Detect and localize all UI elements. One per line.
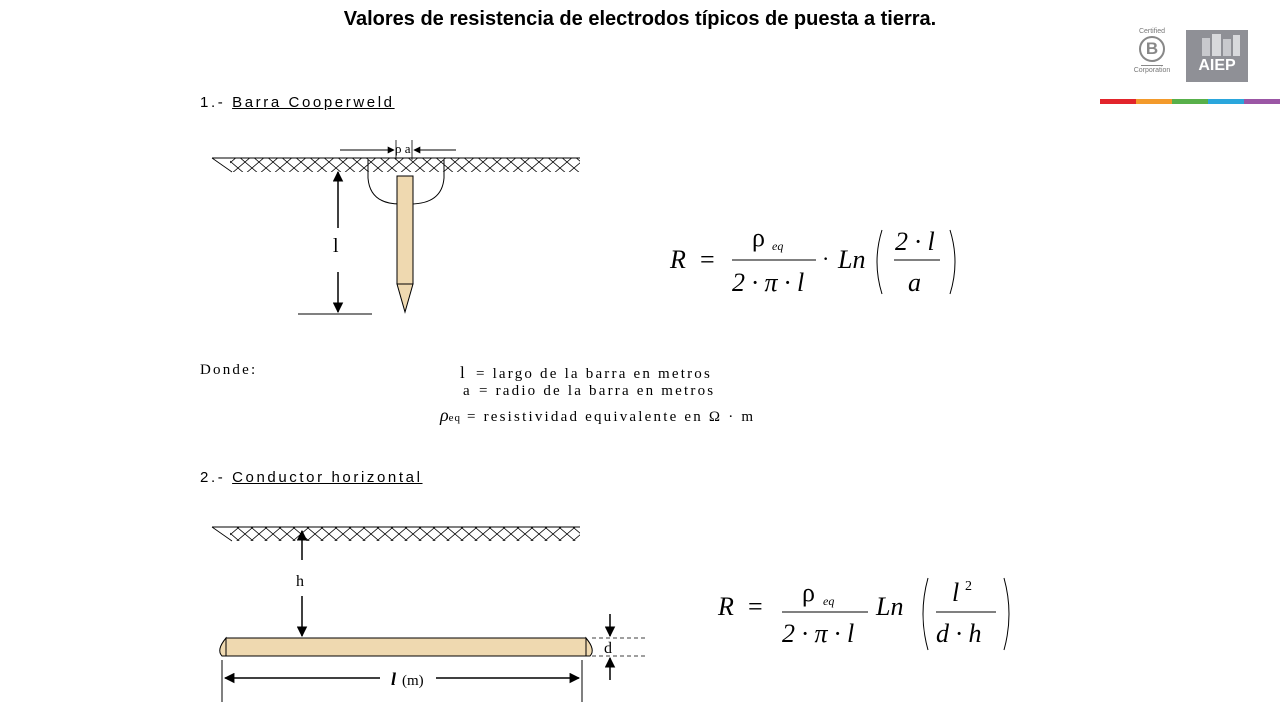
formula2-rho: ρ bbox=[802, 578, 815, 607]
formula-2 bbox=[717, 578, 1009, 650]
rod-length-label: l bbox=[333, 235, 339, 257]
legend-symbol-rho: ρ bbox=[440, 405, 449, 425]
conductor-length-symbol: l bbox=[391, 669, 397, 689]
aiep-logo-text: AIEP bbox=[1198, 57, 1236, 74]
formula1-inner-numerator: 2 · l bbox=[895, 227, 935, 256]
legend-text-resistivity: = resistividad equivalente en Ω · m bbox=[466, 409, 756, 425]
formula2-equals: = bbox=[748, 592, 763, 621]
legend-symbol-length: l bbox=[460, 363, 467, 382]
horizontal-conductor bbox=[220, 638, 593, 656]
section1-title: Barra Cooperweld bbox=[232, 94, 395, 111]
legend-text-length: = largo de la barra en metros bbox=[475, 366, 713, 382]
section2-title: Conductor horizontal bbox=[232, 469, 423, 486]
legend-donde: Donde: bbox=[200, 362, 258, 378]
formula2-lhs: R bbox=[718, 592, 734, 621]
formula2-rho-sub: eq bbox=[823, 594, 835, 608]
formula1-inner-denominator: a bbox=[908, 268, 921, 297]
legend-text-radius: = radio de la barra en metros bbox=[478, 383, 716, 399]
formula1-ln: Ln bbox=[838, 245, 866, 274]
formula2-inner-sup: 2 bbox=[965, 579, 972, 594]
b-corp-logo-letter: B bbox=[1145, 39, 1159, 58]
section2-number: 2.- bbox=[200, 469, 226, 486]
formula2-denominator: 2 · π · l bbox=[782, 619, 855, 648]
formula1-left-paren bbox=[877, 230, 882, 294]
formula1-dot: · bbox=[822, 246, 830, 271]
b-corp-logo-top: Certified bbox=[1138, 28, 1166, 35]
diameter-label: d bbox=[604, 640, 612, 657]
section1-number: 1.- bbox=[200, 94, 226, 111]
legend-item-length bbox=[460, 363, 712, 383]
diameter-dimension bbox=[592, 614, 645, 680]
section2-heading bbox=[200, 469, 423, 486]
formula1-rho-sub: eq bbox=[772, 239, 784, 253]
formula1-lhs: R bbox=[670, 245, 686, 274]
legend-symbol-radius: a bbox=[463, 383, 472, 399]
formula1-rho: ρ bbox=[752, 223, 765, 252]
ground-surface-2 bbox=[212, 527, 580, 541]
formula2-inner-denominator: d · h bbox=[936, 619, 982, 648]
legend-item-resistivity bbox=[440, 405, 755, 426]
page-title: Valores de resistencia de electrodos típicos de puesta a tierra. bbox=[343, 8, 937, 30]
rho-a-label: ρ a bbox=[395, 141, 411, 156]
formula2-inner-numerator: l bbox=[952, 578, 960, 607]
formula1-denominator: 2 · π · l bbox=[732, 268, 805, 297]
formula1-equals: = bbox=[700, 245, 715, 274]
formula-1 bbox=[669, 223, 955, 297]
legend-symbol-rho-sub: eq bbox=[448, 412, 462, 424]
formula2-left-paren bbox=[923, 578, 928, 650]
formula1-right-paren bbox=[950, 230, 955, 294]
ground-rod bbox=[397, 176, 413, 312]
legend-item-radius bbox=[460, 383, 715, 400]
depth-label: h bbox=[296, 573, 304, 590]
b-corp-logo-bottom: Corporation bbox=[1133, 67, 1171, 74]
formula2-right-paren bbox=[1004, 578, 1009, 650]
formula2-ln: Ln bbox=[876, 592, 904, 621]
conductor-length-unit: (m) bbox=[402, 673, 424, 689]
ground-surface-1 bbox=[212, 158, 580, 172]
